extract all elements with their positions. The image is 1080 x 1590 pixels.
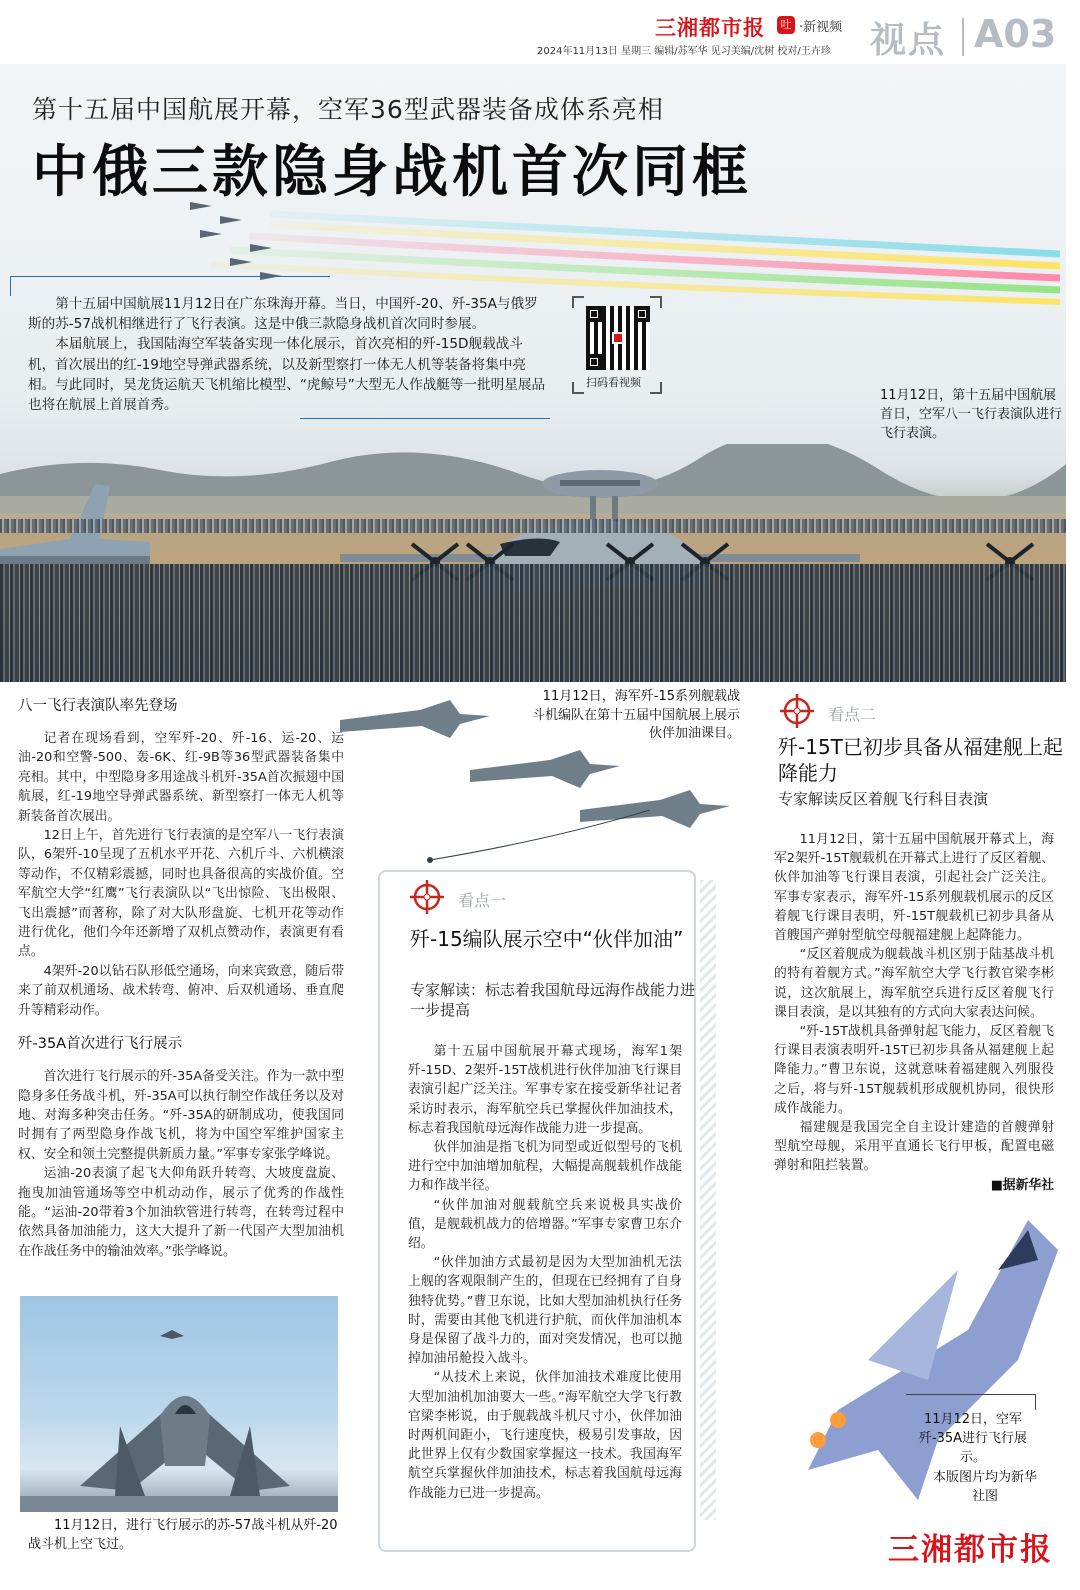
highlight-1-subtitle: 专家解读：标志着我国航母远海作战能力进一步提高 [410, 981, 696, 1019]
mid-paragraph: 第十五届中国航展开幕式现场，海军1架歼-15D、2架歼-15T战机进行伙伴加油飞行课目表演引起广泛关注。军事专家在接受新华社记者采访时表示，海军航空兵已掌握伙伴加油技术，标志着我国航母远海作战能力进一步提高。 [408, 1044, 682, 1136]
right-paragraph: 福建舰是我国完全自主设计建造的首艘弹射型航空母舰，采用平直通长飞行甲板，配置电磁弹射和阻拦装置。 [774, 1120, 1054, 1174]
left-paragraph: 首次进行飞行展示的歼-35A备受关注。作为一款中型隐身多任务战斗机，歼-35A可以执行制空作战任务以及对地、对海多种突击任务。“歼-35A的研制成功，使我国同时拥有了两型隐身作战飞机，将为中国空军维护国家主权、安全和领土完整提供新质力量。”军事专家张学峰说。 [18, 1069, 344, 1162]
masthead-brand: 三湘都市报 [655, 15, 765, 40]
section-label: 视点 [870, 20, 947, 61]
masthead-partner: ·新视频 [799, 20, 843, 35]
right-paragraph: “反区着舰成为舰载战斗机区别于陆基战斗机的特有着舰方式。”海军航空大学飞行教官梁李彬说，这次航展上，海军航空兵进行反区着舰飞行课目表演，是以其独有的方式向大家表达问候。 [774, 947, 1054, 1020]
crosshair-icon [410, 880, 444, 914]
partner-logo-icon: 吐 [777, 16, 795, 34]
left-paragraph: 运油-20表演了起飞大仰角跃升转弯、大坡度盘旋、拖曳加油管通场等空中机动动作，展示了优秀的作战性能。“运油-20带着3个加油软管进行转弯，在转弯过程中依然具备加油能力，这大大提升了新一代国产大型加油机在作战任务中的输油效率。”张学峰说。 [18, 1166, 344, 1259]
qr-finder [586, 354, 602, 370]
lead-frame [10, 276, 330, 296]
headline-subtitle: 第十五届中国航展开幕，空军36型武器装备成体系亮相 [32, 95, 664, 124]
right-paragraph: 11月12日，第十五届中国航展开幕式上，海军2架歼-15T舰载机在开幕式上进行了反区着舰、伙伴加油等飞行课目表演，引起社会广泛关注。军事专家表示，海军歼-15系列舰载机展示的反区着舰飞行课目表明，歼-15T舰载机已初步具备从首艘国产弹射型航空母舰福建舰上起降能力。 [774, 832, 1055, 944]
lead-text [28, 294, 548, 415]
qr-corner [650, 382, 662, 394]
qr-finder [586, 306, 602, 322]
highlight-1-title: 歼-15编队展示空中“伙伴加油” [410, 927, 684, 951]
qr-center-logo [612, 332, 624, 344]
qr-finder [634, 306, 650, 322]
lead-paragraph-1: 第十五届中国航展11月12日在广东珠海开幕。当日，中国歼-20、歼-35A与俄罗斯的苏-57战机相继进行了飞行表演。这是中俄三款隐身战机首次同时参展。 [28, 296, 538, 333]
left-heading-2: 歼-35A首次进行飞行展示 [18, 1036, 183, 1053]
news-source: ■据新华社 [990, 1177, 1054, 1193]
masthead [0, 0, 1080, 64]
highlight-2-title: 歼-15T已初步具备从福建舰上起降能力 [778, 735, 1063, 785]
masthead-meta: 2024年11月13日 星期三 编辑/苏军华 见习美编/沈树 校对/王卉珍 [537, 46, 831, 57]
crosshair-icon [780, 694, 814, 728]
hero-caption: 11月12日，第十五届中国航展首日，空军八一飞行表演队进行飞行表演。 [880, 388, 1063, 441]
j15-caption: 11月12日，海军歼-15系列舰载战斗机编队在第十五届中国航展上展示伙伴加油课目。 [531, 689, 740, 741]
lead-frame-bottom [300, 418, 550, 419]
mid-paragraph: “伙伴加油对舰载航空兵来说极具实战价值，是舰载机战力的倍增器。”军事专家曹卫东介绍。 [408, 1197, 682, 1252]
crowd-background [0, 519, 1066, 533]
qr-corner [572, 296, 584, 308]
headline-title: 中俄三款隐身战机首次同框 [32, 140, 752, 205]
left-body-1 [18, 729, 344, 1020]
left-body-2 [18, 1067, 344, 1261]
left-paragraph: 记者在现场看到，空军歼-20、歼-16、运-20、运油-20和空警-500、轰-6K、红-9B等36型武器装备集中亮相。其中，中型隐身多用途战斗机歼-35A首次振翅中国航展，红-19地空导弹武器系统、新型察打一体无人机等新装备首次展出。 [18, 731, 344, 824]
su57-illustration [20, 1296, 338, 1512]
left-paragraph: 12日上午，首先进行飞行表演的是空军八一飞行表演队，6架歼-10呈现了五机水平开花、六机斤斗、六机横滚等动作，不仅精彩震撼，同时也具备很高的实战价值。空军航空大学“红鹰”飞行表演队以“飞出惊险、飞出极限、飞出震撼”而著称，除了对大队形盘旋、七机开花等动作进行优化，他们今年还新增了双机点赞动作，表演更有看点。 [18, 828, 344, 960]
lead-box [10, 276, 550, 420]
lead-paragraph-2: 本届航展上，我国陆海空军装备实现一体化展示，首次亮相的歼-15D舰载战斗机，首次展出的红-19地空导弹武器系统，以及新型察打一体无人机等装备将集中亮相。与此同时，昊龙货运航天飞机缩比模型、“虎鲸号”大型无人作战艇等一批明星展品也将在航展上首展首秀。 [28, 336, 546, 414]
mid-paragraph: 伙伴加油是指飞机为同型或近似型号的飞机进行空中加油增加航程，大幅提高舰载机作战能力和作战半径。 [408, 1140, 682, 1194]
masthead-divider [962, 18, 964, 56]
right-paragraph: “歼-15T战机具备弹射起飞能力，反区着舰飞行课目表演表明歼-15T已初步具备从福建舰上起降能力。”曹卫东说，这就意味着福建舰入列服役之后，将与歼-15T舰载机形成舰机协同，很快形成作战能力。 [774, 1024, 1054, 1116]
highlight-1-label: 看点一 [458, 891, 507, 910]
footer-brand: 三湘都市报 [888, 1532, 1053, 1568]
qr-label: 扫码看视频 [586, 376, 641, 389]
video-qr-code[interactable] [572, 296, 662, 394]
left-paragraph: 4架歼-20以钻石队形低空通场，向来宾致意，随后带来了前双机通场、战术转弯、俯冲、后双机通场、垂直爬升等精彩动作。 [18, 963, 344, 1018]
mid-paragraph: “从技术上来说，伙伴加油技术难度比使用大型加油机加油要大一些。”海军航空大学飞行教官梁李彬说，由于舰载战斗机尺寸小，伙伴加油时两机间距小，飞行速度快，极易引发事故，因此世界上仅有少数国家掌握这一技术。我国海军航空兵掌握伙伴加油技术，标志着我国航母远海作战能力已进一步提高。 [408, 1370, 682, 1501]
qr-corner [572, 382, 584, 394]
middle-column [408, 1042, 682, 1503]
decorative-stripes [700, 880, 716, 1520]
left-heading-1: 八一飞行表演队率先登场 [18, 698, 178, 714]
right-column [774, 830, 1054, 1195]
j35a-caption: 11月12日，空军歼-35A进行飞行展示。 [918, 1412, 1028, 1465]
su57-photo [20, 1296, 338, 1512]
mid-paragraph: “伙伴加油方式最初是因为大型加油机无法上舰的客观限制产生的，但现在已经拥有了自身独特优势。”曹卫东说，比如大型加油机执行任务时，需要由其他飞机进行护航，而伙伴加油机本身是保留了战斗力的，面对突发情况，也可以抛掉加油吊舱投入战斗。 [408, 1255, 682, 1367]
crowd-foreground [0, 564, 1066, 682]
highlight-2-label: 看点二 [828, 705, 877, 724]
highlight-2-subtitle: 专家解读反区着舰飞行科目表演 [778, 790, 989, 808]
photo-credit: 本版图片均为新华社图 [932, 1470, 1037, 1504]
qr-corner [650, 296, 662, 308]
qr-code-icon [586, 306, 650, 370]
page-number: A03 [974, 12, 1057, 56]
j35a-caption-frame [906, 1394, 1036, 1410]
su57-caption: 11月12日，进行飞行展示的苏-57战斗机从歼-20战斗机上空飞过。 [28, 1518, 338, 1552]
left-column [18, 694, 344, 1261]
hero-photo [0, 64, 1066, 682]
